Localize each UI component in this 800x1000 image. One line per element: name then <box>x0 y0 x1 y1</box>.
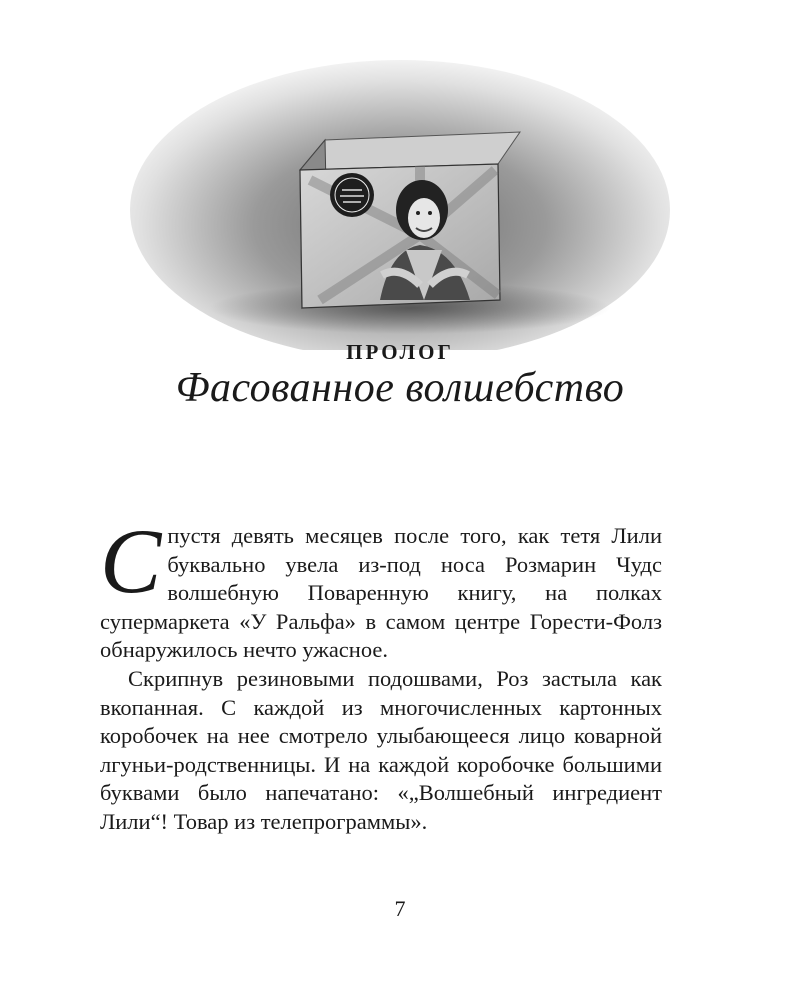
page-number: 7 <box>394 896 406 921</box>
paragraph-2: Скрипнув резиновыми подошвами, Роз застыла как вкопанная. С каждой из многочисленных картонных коробочек на нее смотрело улыбающееся лицо коварной лгуньи-родственницы. И на каждой коробочке большими буквами было напечатано: «„Волшебный ингредиент Лили“! Товар из телепрограммы». <box>100 665 662 834</box>
chapter-title: Фасованное волшебство <box>175 365 625 411</box>
chapter-label: ПРОЛОГ <box>346 340 454 364</box>
body-text <box>100 510 662 837</box>
drop-cap: С <box>100 510 162 612</box>
cereal-box-illustration-icon <box>120 60 680 350</box>
paragraph-1-text: пустя девять месяцев после того, как тетя Лили буквально увела из-под носа Розмарин Чудс волшебную Поваренную книгу, на полках супермаркета «У Ральфа» в самом центре Горести-Фолз обнаружилось нечто ужасное. <box>100 523 662 663</box>
paragraph-1 <box>100 510 662 665</box>
